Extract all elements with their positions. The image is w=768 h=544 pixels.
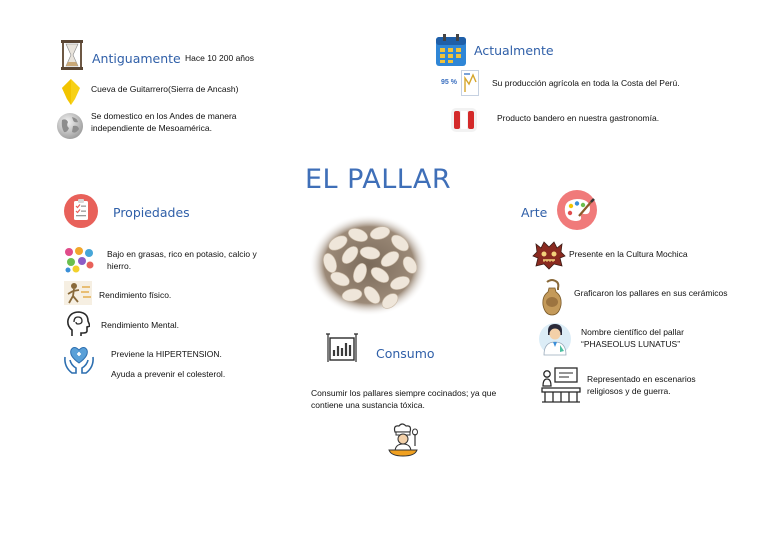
chef-icon xyxy=(385,422,421,458)
propiedades-heading: Propiedades xyxy=(113,205,190,220)
arte-heading: Arte xyxy=(521,205,548,220)
propiedades-item-colesterol: Ayuda a prevenir el colesterol. xyxy=(111,369,226,379)
actualmente-item-produccion: Su producción agrícola en toda la Costa del Perú. xyxy=(492,78,680,88)
peru-flag-icon xyxy=(451,108,477,132)
arte-item-mochica: Presente en la Cultura Mochica xyxy=(569,249,688,259)
consumo-heading: Consumo xyxy=(376,346,435,361)
clipboard-checklist-icon xyxy=(63,193,99,229)
pottery-icon xyxy=(541,278,563,316)
mochica-mask-icon xyxy=(532,240,566,270)
consumo-text: Consumir los pallares siempre cocinados; ya que contiene una sustancia tóxica. xyxy=(311,388,497,410)
propiedades-item-mental: Rendimiento Mental. xyxy=(101,320,179,330)
globe-icon xyxy=(56,112,84,140)
antiguamente-item-cueva: Cueva de Guitarrero(Sierra de Ancash) xyxy=(91,84,239,94)
stage-podium-icon xyxy=(541,366,581,404)
arte-item-phaseolus: “PHASEOLUS LUNATUS” xyxy=(581,339,681,349)
mental-head-icon xyxy=(66,311,90,337)
propiedades-item-nutrientes: Bajo en grasas, rico en potasio, calcio y hierro. xyxy=(107,249,257,271)
nutrients-icon xyxy=(64,247,94,273)
hourglass-icon xyxy=(60,40,84,70)
antiguamente-heading: Antiguamente xyxy=(92,51,181,66)
percent-label: 95 % xyxy=(441,79,457,86)
antiguamente-date: Hace 10 200 años xyxy=(185,53,254,63)
art-palette-icon xyxy=(555,190,599,230)
location-marker-icon xyxy=(62,79,80,105)
actualmente-heading: Actualmente xyxy=(474,43,554,58)
scientist-icon xyxy=(539,321,571,357)
physical-performance-icon xyxy=(64,281,92,305)
calendar-icon xyxy=(436,34,466,66)
arte-item-escenarios: Representado en escenarios religiosos y de guerra. xyxy=(587,374,696,396)
percent-chart-icon xyxy=(461,70,479,96)
lima-beans-image xyxy=(308,213,430,317)
arte-item-nombre: Nombre científico del pallar xyxy=(581,327,684,337)
propiedades-item-hipertension: Previene la HIPERTENSION. xyxy=(111,349,222,359)
page-title: EL PALLAR xyxy=(305,164,452,195)
heart-care-hands-icon xyxy=(63,343,95,375)
actualmente-item-producto: Producto bandero en nuestra gastronomía. xyxy=(497,113,660,123)
arte-item-ceramicos: Graficaron los pallares en sus cerámicos xyxy=(574,288,728,298)
consumption-chart-icon xyxy=(326,332,360,364)
antiguamente-item-domestico: Se domestico en los Andes de manera independiente de Mesoamérica. xyxy=(91,111,237,133)
propiedades-item-fisico: Rendimiento físico. xyxy=(99,290,172,300)
